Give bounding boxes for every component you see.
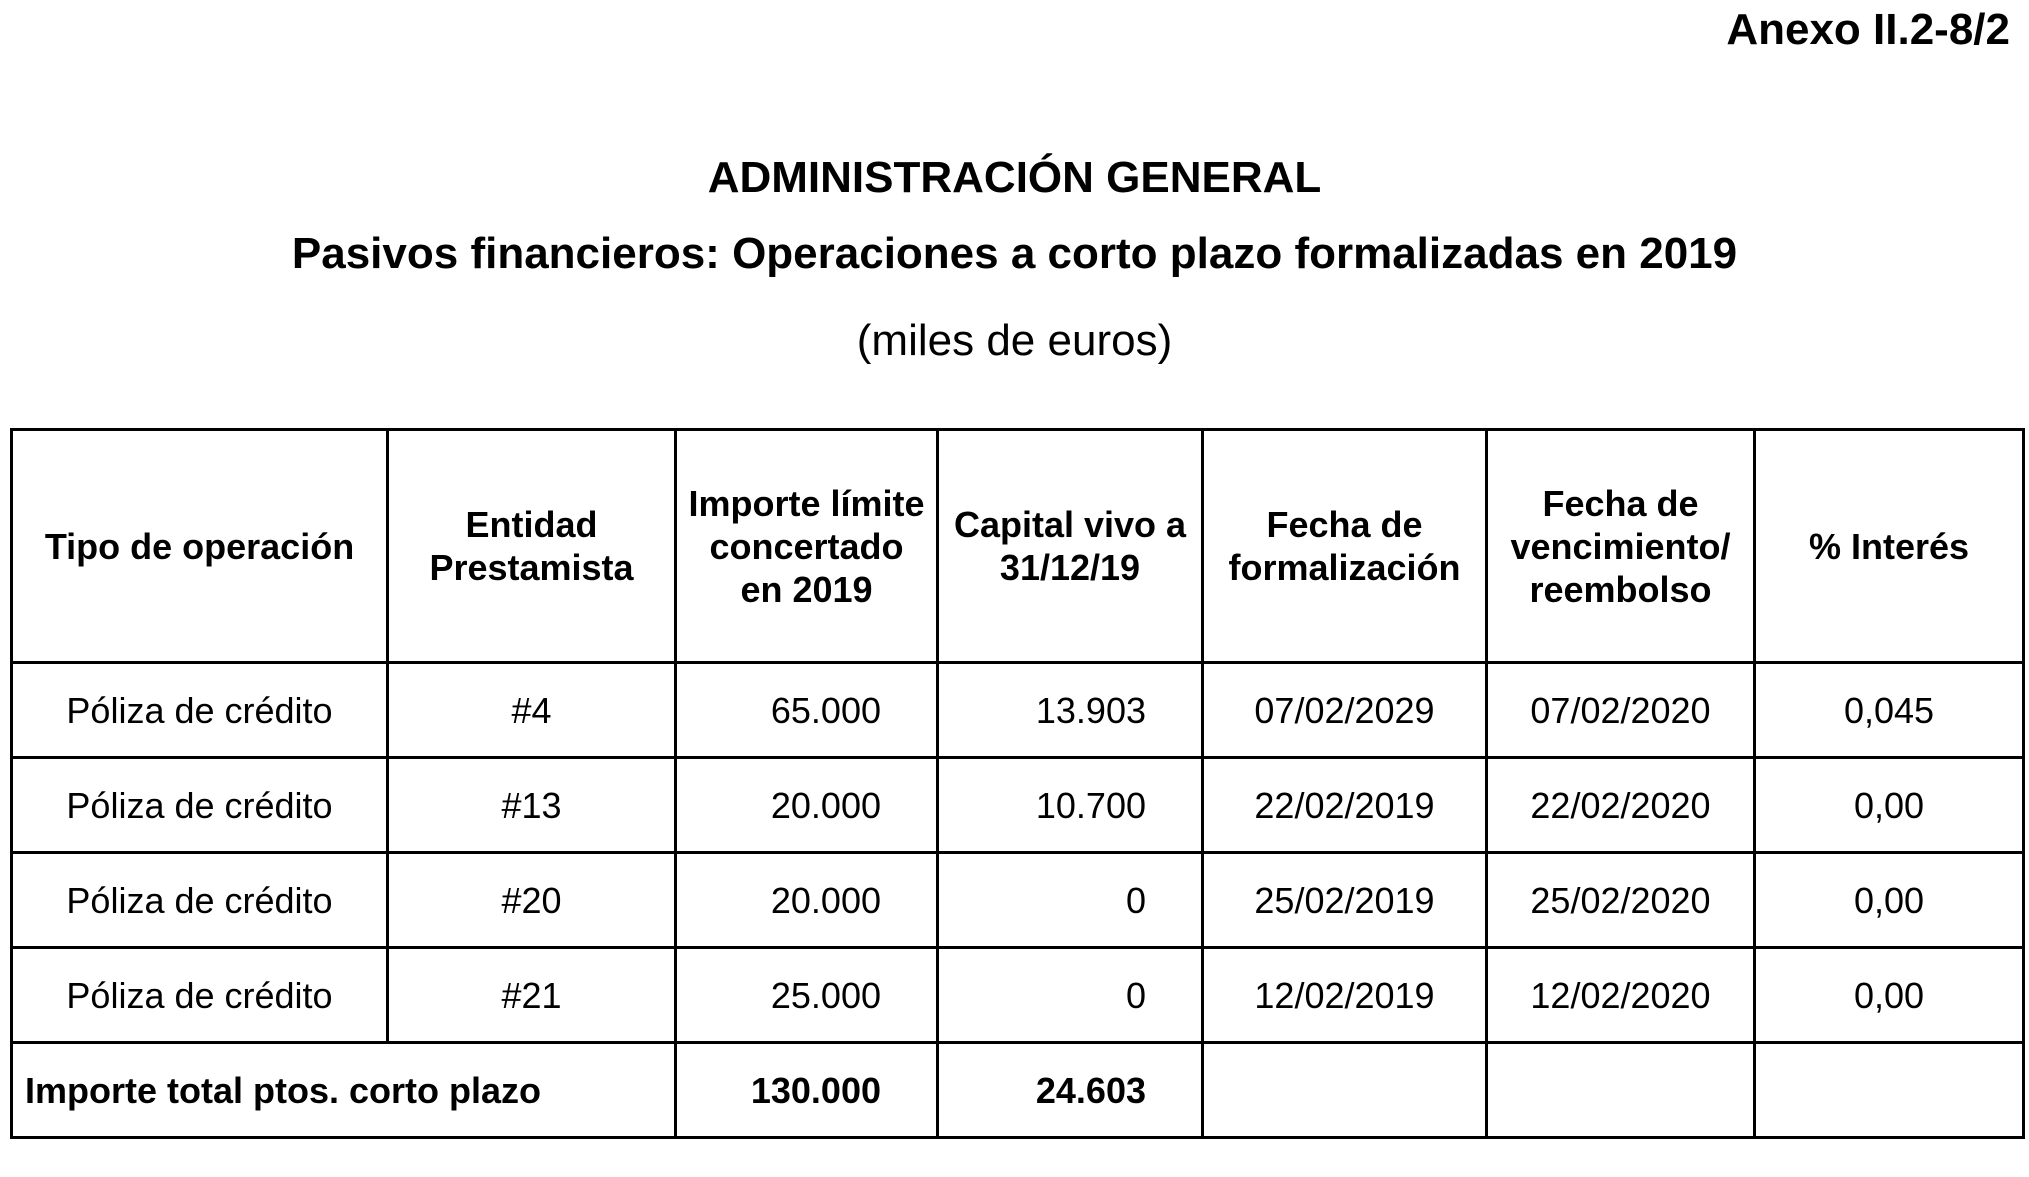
total-importe: 130.000 — [676, 1043, 938, 1138]
cell-importe: 25.000 — [676, 948, 938, 1043]
cell-tipo: Póliza de crédito — [12, 853, 388, 948]
cell-fecha-formalizacion: 22/02/2019 — [1203, 758, 1487, 853]
col-header-capital: Capital vivo a 31/12/19 — [938, 430, 1203, 663]
col-header-fecha-vencimiento: Fecha de vencimiento/ reembolso — [1487, 430, 1755, 663]
cell-importe: 20.000 — [676, 758, 938, 853]
cell-fecha-formalizacion: 25/02/2019 — [1203, 853, 1487, 948]
cell-fecha-vencimiento: 07/02/2020 — [1487, 663, 1755, 758]
cell-interes: 0,045 — [1755, 663, 2024, 758]
cell-fecha-formalizacion: 12/02/2019 — [1203, 948, 1487, 1043]
cell-entidad: #13 — [388, 758, 676, 853]
total-row — [12, 1043, 2024, 1138]
table-row — [12, 948, 2024, 1043]
col-header-fecha-formalizacion: Fecha de formalización — [1203, 430, 1487, 663]
total-empty-cell — [1203, 1043, 1487, 1138]
cell-importe: 65.000 — [676, 663, 938, 758]
col-header-interes: % Interés — [1755, 430, 2024, 663]
cell-capital: 10.700 — [938, 758, 1203, 853]
cell-interes: 0,00 — [1755, 758, 2024, 853]
unit-label: (miles de euros) — [856, 316, 1173, 365]
table-row — [12, 663, 2024, 758]
col-header-tipo: Tipo de operación — [12, 430, 388, 663]
col-header-entidad: Entidad Prestamista — [388, 430, 676, 663]
cell-interes: 0,00 — [1755, 948, 2024, 1043]
cell-capital: 13.903 — [938, 663, 1203, 758]
cell-tipo: Póliza de crédito — [12, 948, 388, 1043]
total-label: Importe total ptos. corto plazo — [12, 1043, 676, 1138]
cell-importe: 20.000 — [676, 853, 938, 948]
cell-interes: 0,00 — [1755, 853, 2024, 948]
table-row — [12, 853, 2024, 948]
page-subtitle: Pasivos financieros: Operaciones a corto plazo formalizadas en 2019 — [291, 229, 1738, 278]
cell-entidad: #20 — [388, 853, 676, 948]
cell-fecha-vencimiento: 12/02/2020 — [1487, 948, 1755, 1043]
cell-tipo: Póliza de crédito — [12, 663, 388, 758]
cell-capital: 0 — [938, 853, 1203, 948]
cell-fecha-vencimiento: 25/02/2020 — [1487, 853, 1755, 948]
cell-tipo: Póliza de crédito — [12, 758, 388, 853]
col-header-importe: Importe límite concertado en 2019 — [676, 430, 938, 663]
table-header-row — [12, 430, 2024, 663]
operations-table — [10, 428, 2025, 1139]
total-empty-cell — [1755, 1043, 2024, 1138]
cell-entidad: #21 — [388, 948, 676, 1043]
cell-fecha-vencimiento: 22/02/2020 — [1487, 758, 1755, 853]
annex-label: Anexo II.2-8/2 — [1726, 5, 2010, 54]
cell-fecha-formalizacion: 07/02/2029 — [1203, 663, 1487, 758]
total-capital: 24.603 — [938, 1043, 1203, 1138]
cell-entidad: #4 — [388, 663, 676, 758]
table-row — [12, 758, 2024, 853]
total-empty-cell — [1487, 1043, 1755, 1138]
page-title: ADMINISTRACIÓN GENERAL — [707, 153, 1322, 202]
cell-capital: 0 — [938, 948, 1203, 1043]
